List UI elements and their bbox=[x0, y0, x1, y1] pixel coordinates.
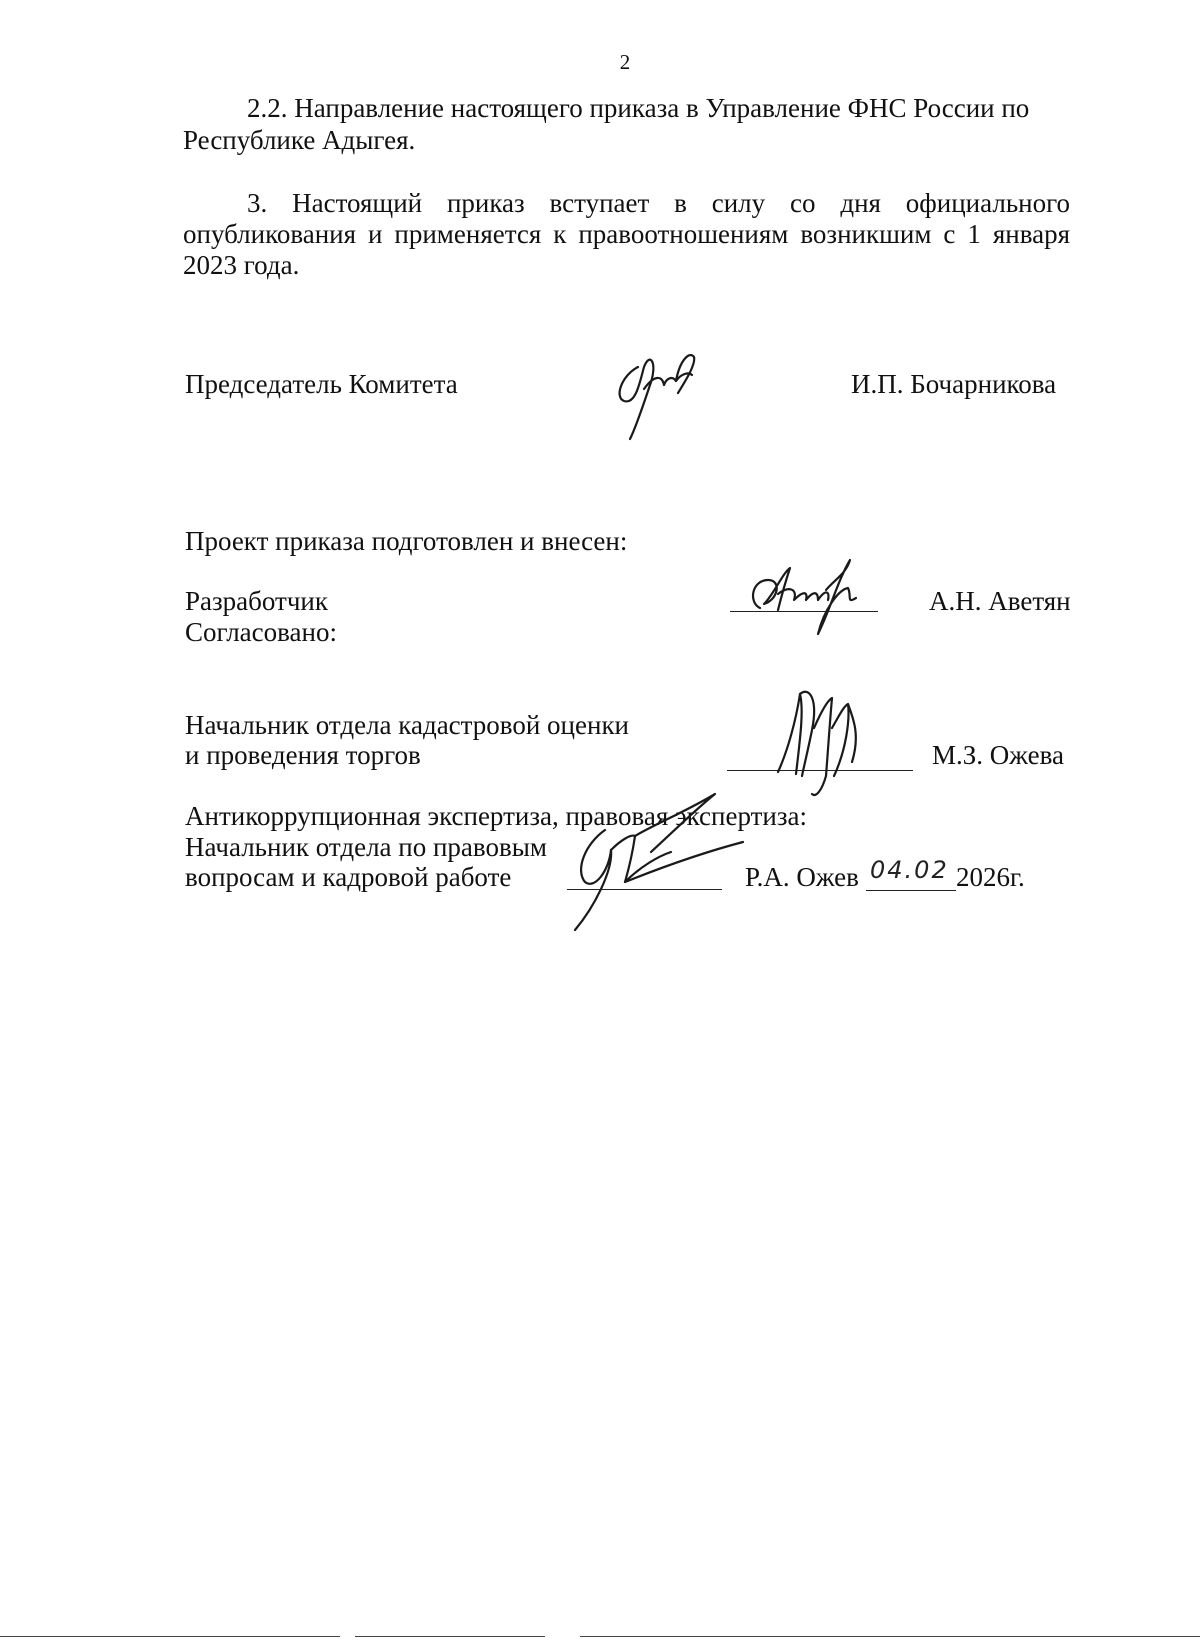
clause-2-2-line-1: 2.2. Направление настоящего приказа в Управление ФНС России по bbox=[247, 93, 1030, 123]
clause-3-line-3: 2023 года. bbox=[183, 250, 300, 280]
chairman-name: И.П. Бочарникова bbox=[851, 369, 1057, 399]
date-year: 2026г. bbox=[956, 862, 1025, 892]
cadastral-head-name: М.З. Ожева bbox=[932, 740, 1064, 770]
handwritten-date: 04.02 bbox=[870, 856, 949, 884]
chairman-position: Председатель Комитета bbox=[185, 369, 458, 399]
page-number: 2 bbox=[619, 50, 631, 74]
cadastral-head-line-1: Начальник отдела кадастровой оценки bbox=[185, 710, 630, 740]
footer-line-right bbox=[580, 1636, 1200, 1637]
clause-2-2-line-2: Республике Адыгея. bbox=[183, 125, 416, 155]
date-underline bbox=[866, 890, 956, 891]
cadastral-signature bbox=[770, 680, 880, 800]
developer-name: А.Н. Аветян bbox=[929, 586, 1071, 616]
legal-head-line-2: вопросам и кадровой работе bbox=[185, 862, 512, 892]
legal-head-name: Р.А. Ожев bbox=[745, 862, 859, 892]
legal-heading: Антикоррупционная экспертиза, правовая экспертиза: bbox=[185, 801, 808, 831]
prepared-heading: Проект приказа подготовлен и внесен: bbox=[185, 526, 628, 556]
legal-signature bbox=[555, 790, 765, 940]
clause-3-line-2: опубликования и применяется к правоотношениям возникшим с 1 января bbox=[183, 219, 1070, 249]
developer-label: Разработчик bbox=[185, 586, 328, 616]
legal-head-line-1: Начальник отдела по правовым bbox=[185, 832, 547, 862]
cadastral-head-line-2: и проведения торгов bbox=[185, 740, 421, 770]
chairman-signature bbox=[610, 345, 710, 445]
developer-signature bbox=[738, 550, 888, 640]
clause-3-line-1: 3. Настоящий приказ вступает в силу со дня официального bbox=[247, 188, 1070, 218]
agreed-label: Согласовано: bbox=[185, 617, 337, 647]
footer-line-left bbox=[0, 1636, 340, 1637]
footer-line-middle bbox=[355, 1636, 545, 1637]
